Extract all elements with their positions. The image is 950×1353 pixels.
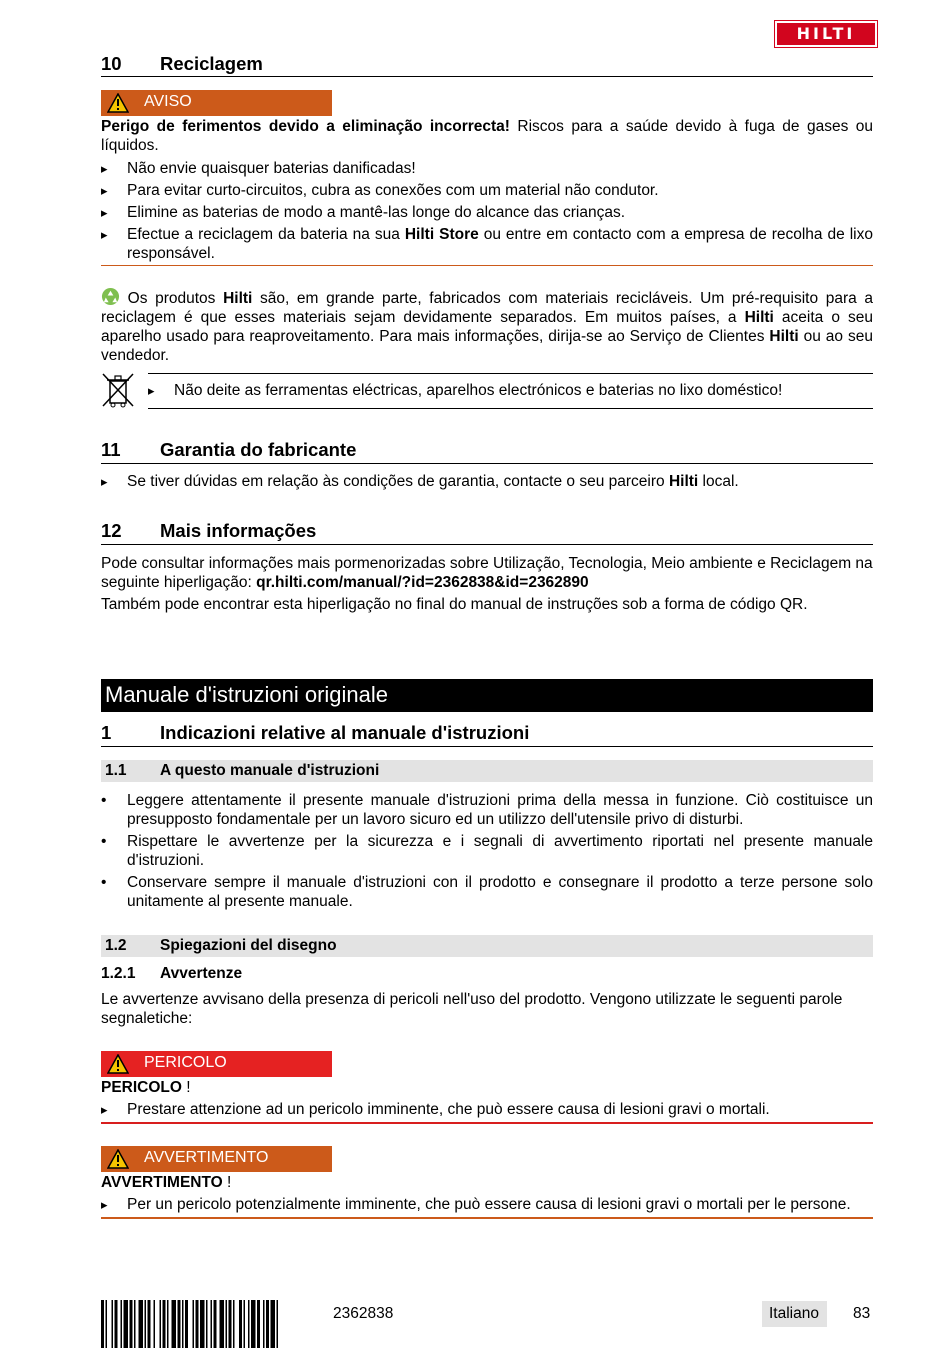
avvertimento-word-line [101, 1173, 873, 1192]
list-item-bold: Hilti [668, 473, 699, 490]
subsection-1-2-heading [101, 935, 873, 957]
danger-word-line [101, 1078, 873, 1097]
section-number: 1 [101, 722, 112, 743]
section-title: Garantia do fabricante [160, 439, 357, 460]
list-item-text: Efectue a reciclagem da bateria na sua [127, 226, 405, 243]
section-number: 12 [101, 520, 122, 541]
section-10-heading [101, 53, 873, 75]
footer-language-badge [762, 1301, 827, 1327]
barcode [101, 1300, 323, 1348]
warning-list [101, 159, 873, 263]
warning-lead-bold: Perigo de ferimentos devido a eliminação incorrecta! [101, 118, 510, 135]
subsection-1-2-1-heading [101, 965, 873, 985]
warning-triangle-icon [107, 1149, 129, 1169]
footer-code: 2362838 [333, 1305, 394, 1322]
recycle-text: são, em grande parte, fabricados com materiais recicláveis. Um pré-requisito para a reciclagem é que esses materiais sejam devidamente separados. Em muitos países, a [101, 290, 874, 326]
warning-label-box [101, 90, 332, 116]
list-item-text: Se tiver dúvidas em relação às condições de garantia, contacte o seu parceiro [127, 473, 669, 490]
section-title: Reciclagem [160, 53, 263, 74]
subsection-number: 1.2 [105, 937, 127, 954]
signal-words-intro: Le avvertenze avvisano della presenza di pericoli nell'uso del prodotto. Vengono utilizzate le seguenti parole segnaletiche: [101, 991, 843, 1027]
warning-triangle-icon [107, 1054, 129, 1074]
recycle-text: aceita o seu aparelho usado para reaproveitamento. Para mais informações, dirija-se ao Serviço de Clientes [101, 309, 873, 345]
recycle-icon [101, 287, 120, 306]
subsection-number: 1.1 [105, 762, 127, 779]
section-title: Indicazioni relative al manuale d'istruzioni [160, 722, 530, 743]
list-item: • Rispettare le avvertenze per la sicurezza e i segnali di avvertimento riportati nel presente manuale d'istruzioni. [101, 832, 873, 870]
heading-rule [101, 76, 873, 77]
recycle-brand: Hilti [744, 309, 774, 326]
more-info-paragraph-2: Também pode encontrar esta hiperligação no final do manual de instruções sob a forma de código QR. [101, 596, 808, 613]
heading-rule [101, 746, 873, 747]
subsection-title: Spiegazioni del disegno [160, 937, 337, 954]
warning-end-rule [101, 265, 873, 266]
danger-end-rule [101, 1122, 873, 1124]
subsection-title: A questo manuale d'istruzioni [160, 762, 380, 779]
recycle-paragraph [101, 287, 873, 365]
heading-rule [101, 463, 873, 464]
list-item: ▸ Não envie quaisquer baterias danificadas! [101, 159, 873, 178]
avvertimento-list [101, 1195, 873, 1214]
section-title: Mais informações [160, 520, 317, 541]
list-item: ▸ Não deite as ferramentas eléctricas, aparelhos electrónicos e baterias no lixo doméstico! [148, 381, 873, 400]
recycle-text: Os produtos [120, 290, 224, 307]
avvertimento-end-rule [101, 1217, 873, 1219]
weee-list [148, 381, 873, 400]
hilti-logo [775, 21, 877, 47]
manual-banner-title: Manuale d'istruzioni originale [105, 682, 389, 707]
list-item-text: local. [698, 473, 739, 490]
danger-list [101, 1100, 873, 1119]
list-item: • Conservare sempre il manuale d'istruzioni con il prodotto e consegnare il prodotto a terze persone solo unitamente al presente manuale. [101, 873, 873, 911]
manual-banner [101, 679, 873, 712]
subsection-1-1-heading [101, 760, 873, 782]
list-item [101, 225, 873, 263]
page-number: 83 [853, 1305, 871, 1322]
list-item [101, 472, 873, 491]
weee-top-rule [148, 373, 873, 374]
warning-label: AVISO [144, 93, 192, 110]
avvertimento-word: AVVERTIMENTO [101, 1174, 223, 1191]
warning-lead-rest: Riscos para a saúde devido à fuga de gases ou líquidos. [101, 118, 873, 154]
section-1-heading [101, 722, 873, 744]
list-item-bold: Hilti Store [404, 226, 479, 243]
subsection-number: 1.2.1 [101, 965, 136, 982]
list-item: ▸ Elimine as baterias de modo a mantê-las longe do alcance das crianças. [101, 203, 873, 222]
list-item: • Leggere attentamente il presente manuale d'istruzioni prima della messa in funzione. Ciò costituisce un presupposto fondamentale per un lavoro sicuro ed un utilizzo dell'utensile privo di disturbi. [101, 791, 873, 829]
warning-lead [101, 117, 873, 155]
warranty-list [101, 472, 873, 491]
crossed-bin-icon [101, 372, 135, 408]
avvertimento-excl: ! [222, 1174, 232, 1191]
avvertimento-label-box [101, 1146, 332, 1172]
list-item: ▸ Per un pericolo potenzialmente imminente, che può essere causa di lesioni gravi o mortali per le persone. [101, 1195, 873, 1214]
more-info-link[interactable]: qr.hilti.com/manual/?id=2362838&id=2362890 [256, 574, 589, 591]
list-item: ▸ Para evitar curto-circuitos, cubra as conexões com um material não condutor. [101, 181, 873, 200]
list-item: ▸ Prestare attenzione ad un pericolo imminente, che può essere causa di lesioni gravi o mortali. [101, 1100, 873, 1119]
more-info-paragraph [101, 554, 873, 592]
manual-notes-list [101, 791, 873, 911]
avvertimento-label: AVVERTIMENTO [144, 1149, 269, 1166]
footer-language: Italiano [769, 1305, 819, 1322]
danger-word: PERICOLO [101, 1079, 182, 1096]
section-12-heading [101, 520, 873, 542]
section-number: 11 [101, 439, 121, 460]
recycle-brand: Hilti [223, 290, 253, 307]
list-item-text: ou entre em contacto com a empresa de recolha de lixo responsável. [127, 226, 873, 262]
heading-rule [101, 544, 873, 545]
danger-excl: ! [181, 1079, 191, 1096]
section-number: 10 [101, 53, 122, 74]
section-11-heading [101, 439, 873, 461]
more-info-text: Pode consultar informações mais pormenorizadas sobre Utilização, Tecnologia, Meio ambiente e Reciclagem na seguinte hiperligação: [101, 555, 873, 591]
recycle-text: ou ao seu vendedor. [101, 328, 873, 364]
weee-bottom-rule [148, 408, 873, 409]
warning-triangle-icon [107, 93, 129, 113]
danger-label: PERICOLO [144, 1054, 227, 1071]
subsection-title: Avvertenze [160, 965, 243, 982]
danger-label-box [101, 1051, 332, 1077]
hilti-logo-text: HILTI [796, 24, 856, 43]
recycle-brand: Hilti [769, 328, 799, 345]
